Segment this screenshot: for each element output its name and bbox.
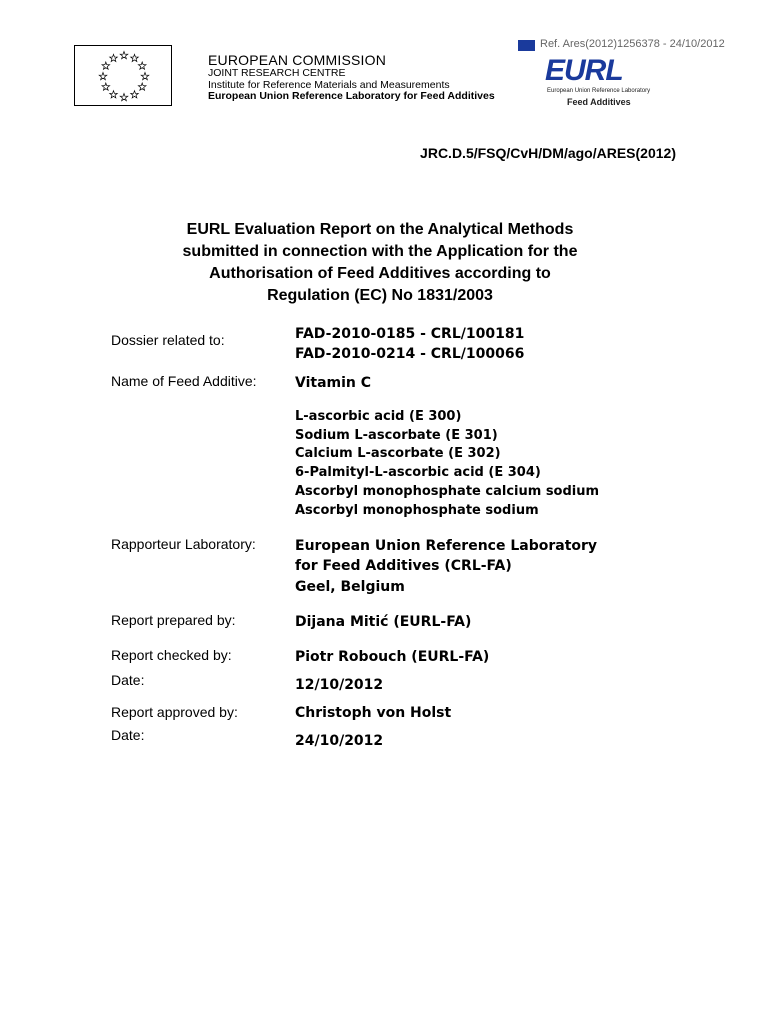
title-line: EURL Evaluation Report on the Analytical Methods bbox=[186, 221, 574, 238]
eu-flag-icon bbox=[518, 40, 535, 51]
approved-label: Report approved by: bbox=[111, 704, 238, 720]
substance-item: Ascorbyl monophosphate calcium sodium bbox=[295, 484, 600, 499]
eurl-logo-feed: Feed Additives bbox=[567, 97, 631, 107]
eurl-logo-word: EURL bbox=[545, 54, 623, 87]
checked-label: Report checked by: bbox=[111, 647, 232, 663]
rapporteur-label: Rapporteur Laboratory: bbox=[111, 536, 256, 552]
rapporteur-value: Geel, Belgium bbox=[295, 579, 405, 595]
document-reference: JRC.D.5/FSQ/CvH/DM/ago/ARES(2012) bbox=[420, 145, 676, 161]
jrc-name: JOINT RESEARCH CENTRE bbox=[208, 67, 346, 79]
dossier-value: FAD-2010-0185 - CRL/100181 bbox=[295, 326, 525, 342]
substance-item: Sodium L-ascorbate (E 301) bbox=[295, 428, 498, 443]
approved-value: Christoph von Holst bbox=[295, 705, 452, 721]
eu-star-icon bbox=[131, 91, 139, 98]
substance-item: Ascorbyl monophosphate sodium bbox=[295, 503, 539, 518]
additive-value: Vitamin C bbox=[295, 375, 372, 391]
approved-date-value: 24/10/2012 bbox=[295, 733, 384, 749]
ares-stamp: Ref. Ares(2012)1256378 - 24/10/2012 bbox=[540, 38, 725, 50]
eu-star-icon bbox=[102, 62, 110, 69]
rapporteur-value: for Feed Additives (CRL-FA) bbox=[295, 558, 512, 574]
eu-star-icon bbox=[102, 83, 110, 90]
checked-date-value: 12/10/2012 bbox=[295, 677, 384, 693]
substance-item: Calcium L-ascorbate (E 302) bbox=[295, 446, 501, 461]
eu-star-icon bbox=[131, 54, 139, 61]
eu-star-icon bbox=[110, 54, 118, 61]
eurl-logo-subtitle: European Union Reference Laboratory bbox=[547, 88, 651, 94]
commission-name: EUROPEAN COMMISSION bbox=[208, 52, 387, 68]
institute-name: Institute for Reference Materials and Measurements bbox=[208, 79, 450, 91]
eu-star-icon bbox=[138, 62, 146, 69]
checked-value: Piotr Robouch (EURL-FA) bbox=[295, 649, 490, 665]
substance-item: L-ascorbic acid (E 300) bbox=[295, 409, 462, 424]
eu-stars-icon bbox=[75, 46, 173, 107]
eurl-logo bbox=[545, 54, 661, 110]
eu-star-icon bbox=[120, 94, 128, 101]
prepared-value: Dijana Mitić (EURL-FA) bbox=[295, 614, 472, 630]
prepared-label: Report prepared by: bbox=[111, 612, 236, 628]
eu-star-icon bbox=[141, 73, 149, 80]
dossier-label: Dossier related to: bbox=[111, 332, 225, 348]
title-line: Authorisation of Feed Additives according to bbox=[209, 265, 551, 282]
additive-label: Name of Feed Additive: bbox=[111, 373, 257, 389]
approved-date-label: Date: bbox=[111, 727, 145, 743]
eu-star-icon bbox=[110, 91, 118, 98]
eu-emblem-logo bbox=[74, 45, 172, 106]
eurl-name: European Union Reference Laboratory for Feed Additives bbox=[208, 90, 495, 102]
rapporteur-value: European Union Reference Laboratory bbox=[295, 538, 598, 554]
checked-date-label: Date: bbox=[111, 672, 145, 688]
substance-item: 6-Palmityl-L-ascorbic acid (E 304) bbox=[295, 465, 541, 480]
dossier-value: FAD-2010-0214 - CRL/100066 bbox=[295, 346, 525, 362]
title-line: submitted in connection with the Application for the bbox=[182, 243, 578, 260]
eu-star-icon bbox=[138, 83, 146, 90]
eu-star-icon bbox=[120, 52, 128, 59]
title-line: Regulation (EC) No 1831/2003 bbox=[267, 287, 493, 304]
eu-star-icon bbox=[99, 73, 107, 80]
report-title bbox=[130, 219, 630, 307]
